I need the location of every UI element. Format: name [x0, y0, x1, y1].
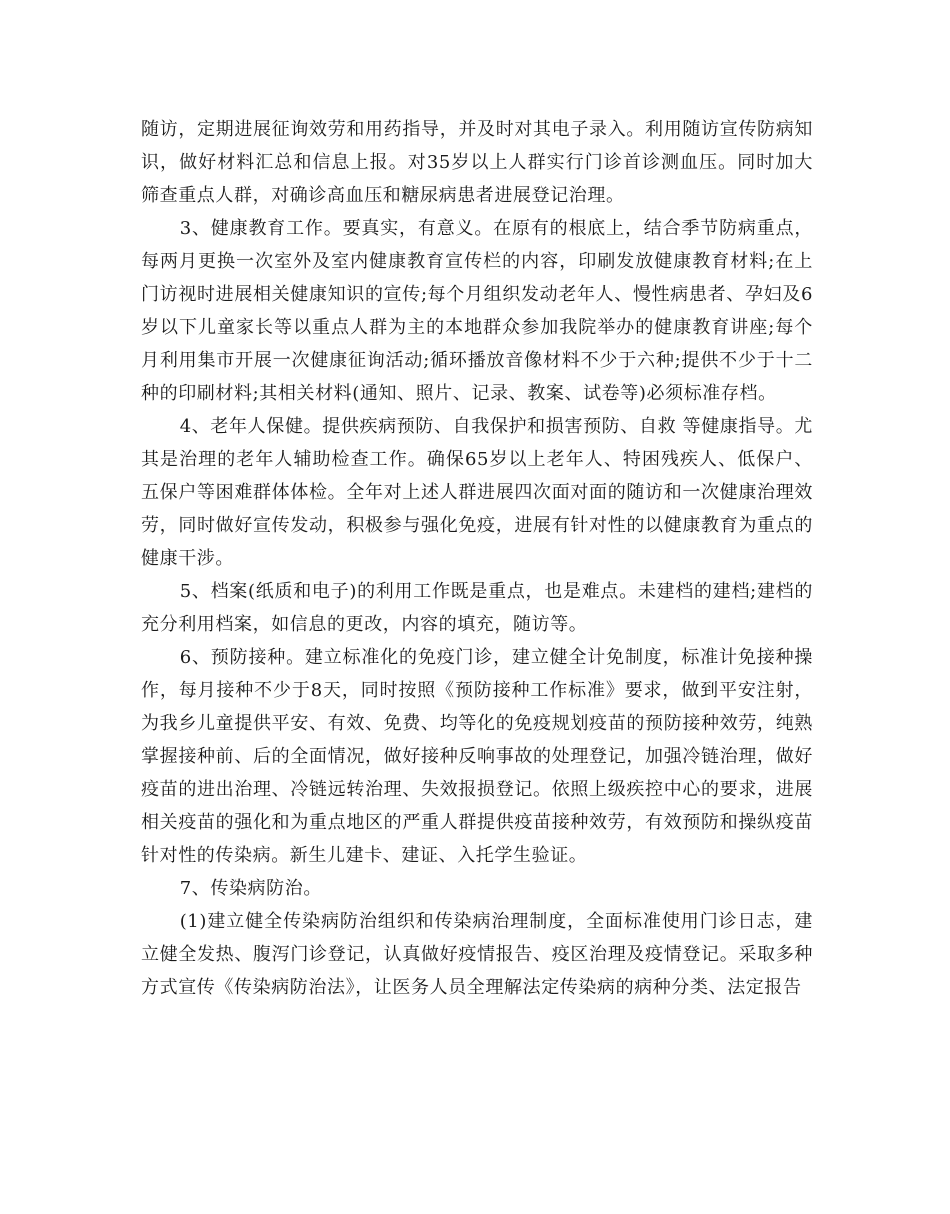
paragraph-infectious-disease-item-1: (1)建立健全传染病防治组织和传染病治理制度，全面标准使用门诊日志，建立健全发热、腹泻门诊登记，认真做好疫情报告、疫区治理及疫情登记。采取多种方式宣传《传染病防治法》，让医务人员全理解法定传染病的病种分类、法定报告	[141, 911, 813, 998]
paragraph-followup-continuation: 随访，定期进展征询效劳和用药指导，并及时对其电子录入。利用随访宣传防病知识，做好材料汇总和信息上报。对35岁以上人群实行门诊首诊测血压。同时加大筛查重点人群，对确诊高血压和糖尿病患者进展登记治理。	[141, 119, 813, 206]
paragraph-vaccination: 6、预防接种。建立标准化的免疫门诊，建立健全计免制度，标准计免接种操作，每月接种不少于8天，同时按照《预防接种工作标准》要求，做到平安注射，为我乡儿童提供平安、有效、免费、均等化的免疫规划疫苗的预防接种效劳，纯熟掌握接种前、后的全面情况，做好接种反响事故的处理登记，加强冷链治理，做好疫苗的进出治理、冷链远转治理、失效报损登记。依照上级疾控中心的要求，进展相关疫苗的强化和为重点地区的严重人群提供疫苗接种效劳，有效预防和操纵疫苗针对性的传染病。新生儿建卡、建证、入托学生验证。	[141, 647, 813, 866]
paragraph-infectious-disease-heading: 7、传染病防治。	[179, 878, 322, 899]
document-body	[141, 113, 813, 1004]
paragraph-elderly-care: 4、老年人保健。提供疾病预防、自我保护和损害预防、自救 等健康指导。尤其是治理的老年人辅助检查工作。确保65岁以上老年人、特困残疾人、低保户、五保户等困难群体体检。全年对上述人群进展四次面对面的随访和一次健康治理效劳，同时做好宣传发动，积极参与强化免疫，进展有针对性的以健康教育为重点的健康干涉。	[141, 416, 813, 569]
paragraph-health-education: 3、健康教育工作。要真实，有意义。在原有的根底上，结合季节防病重点，每两月更换一次室外及室内健康教育宣传栏的内容，印刷发放健康教育材料;在上门访视时进展相关健康知识的宣传;每个月组织发动老年人、慢性病患者、孕妇及6岁以下儿童家长等以重点人群为主的本地群众参加我院举办的健康教育讲座;每个月利用集市开展一次健康征询活动;循环播放音像材料不少于六种;提供不少于十二种的印刷材料;其相关材料(通知、照片、记录、教案、试卷等)必须标准存档。	[141, 218, 813, 404]
paragraph-records-use: 5、档案(纸质和电子)的利用工作既是重点，也是难点。未建档的建档;建档的充分利用档案，如信息的更改，内容的填充，随访等。	[141, 581, 813, 635]
